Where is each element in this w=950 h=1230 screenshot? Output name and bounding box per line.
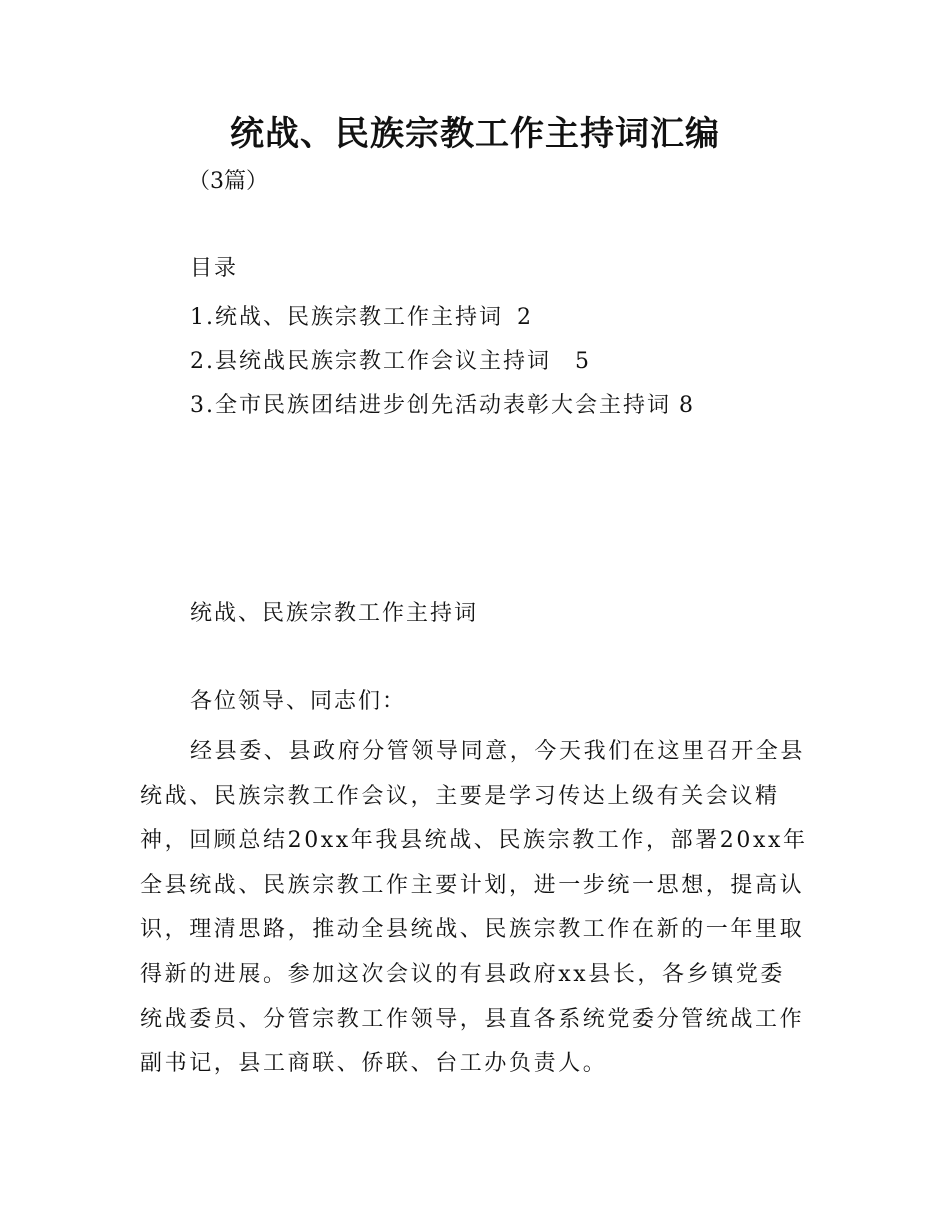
toc-item[interactable] [190,384,695,428]
toc-item-page: 5 [575,349,591,374]
paragraph-line: 统战、民族宗教工作会议，主要是学习传达上级有关会议精 [140,783,780,809]
toc-item[interactable] [190,296,695,340]
toc-item-page: 2 [517,305,533,330]
toc-heading: 目录 [190,256,239,281]
paragraph-line: 全县统战、民族宗教工作主要计划，进一步统一思想，提高认 [140,872,805,898]
toc-item[interactable] [190,340,695,384]
paragraph-line: 副书记，县工商联、侨联、台工办负责人。 [140,1051,608,1077]
paragraph-line: 经县委、县政府分管领导同意，今天我们在这里召开全县 [190,739,806,764]
document-title: 统战、民族宗教工作主持词汇编 [230,114,720,154]
section-title: 统战、民族宗教工作主持词 [190,601,479,626]
toc-item-label: 1.统战、民族宗教工作主持词 [190,305,503,330]
table-of-contents [190,296,695,428]
paragraph-line: 统战委员、分管宗教工作领导，县直各系统党委分管统战工作 [140,1006,805,1032]
document-subtitle: （3篇） [188,169,268,194]
salutation: 各位领导、同志们： [190,689,407,714]
toc-item-label: 2.县统战民族宗教工作会议主持词 [190,349,551,374]
toc-item-label: 3.全市民族团结进步创先活动表彰大会主持词 [190,393,671,418]
paragraph-line: 识，理清思路，推动全县统战、民族宗教工作在新的一年里取 [140,917,805,943]
toc-item-page: 8 [679,393,695,418]
body-paragraph [140,730,820,1087]
paragraph-line: 神，回顾总结20xx年我县统战、民族宗教工作，部署20xx年 [140,828,808,854]
paragraph-line: 得新的进展。参加这次会议的有县政府xx县长，各乡镇党委 [140,961,786,987]
